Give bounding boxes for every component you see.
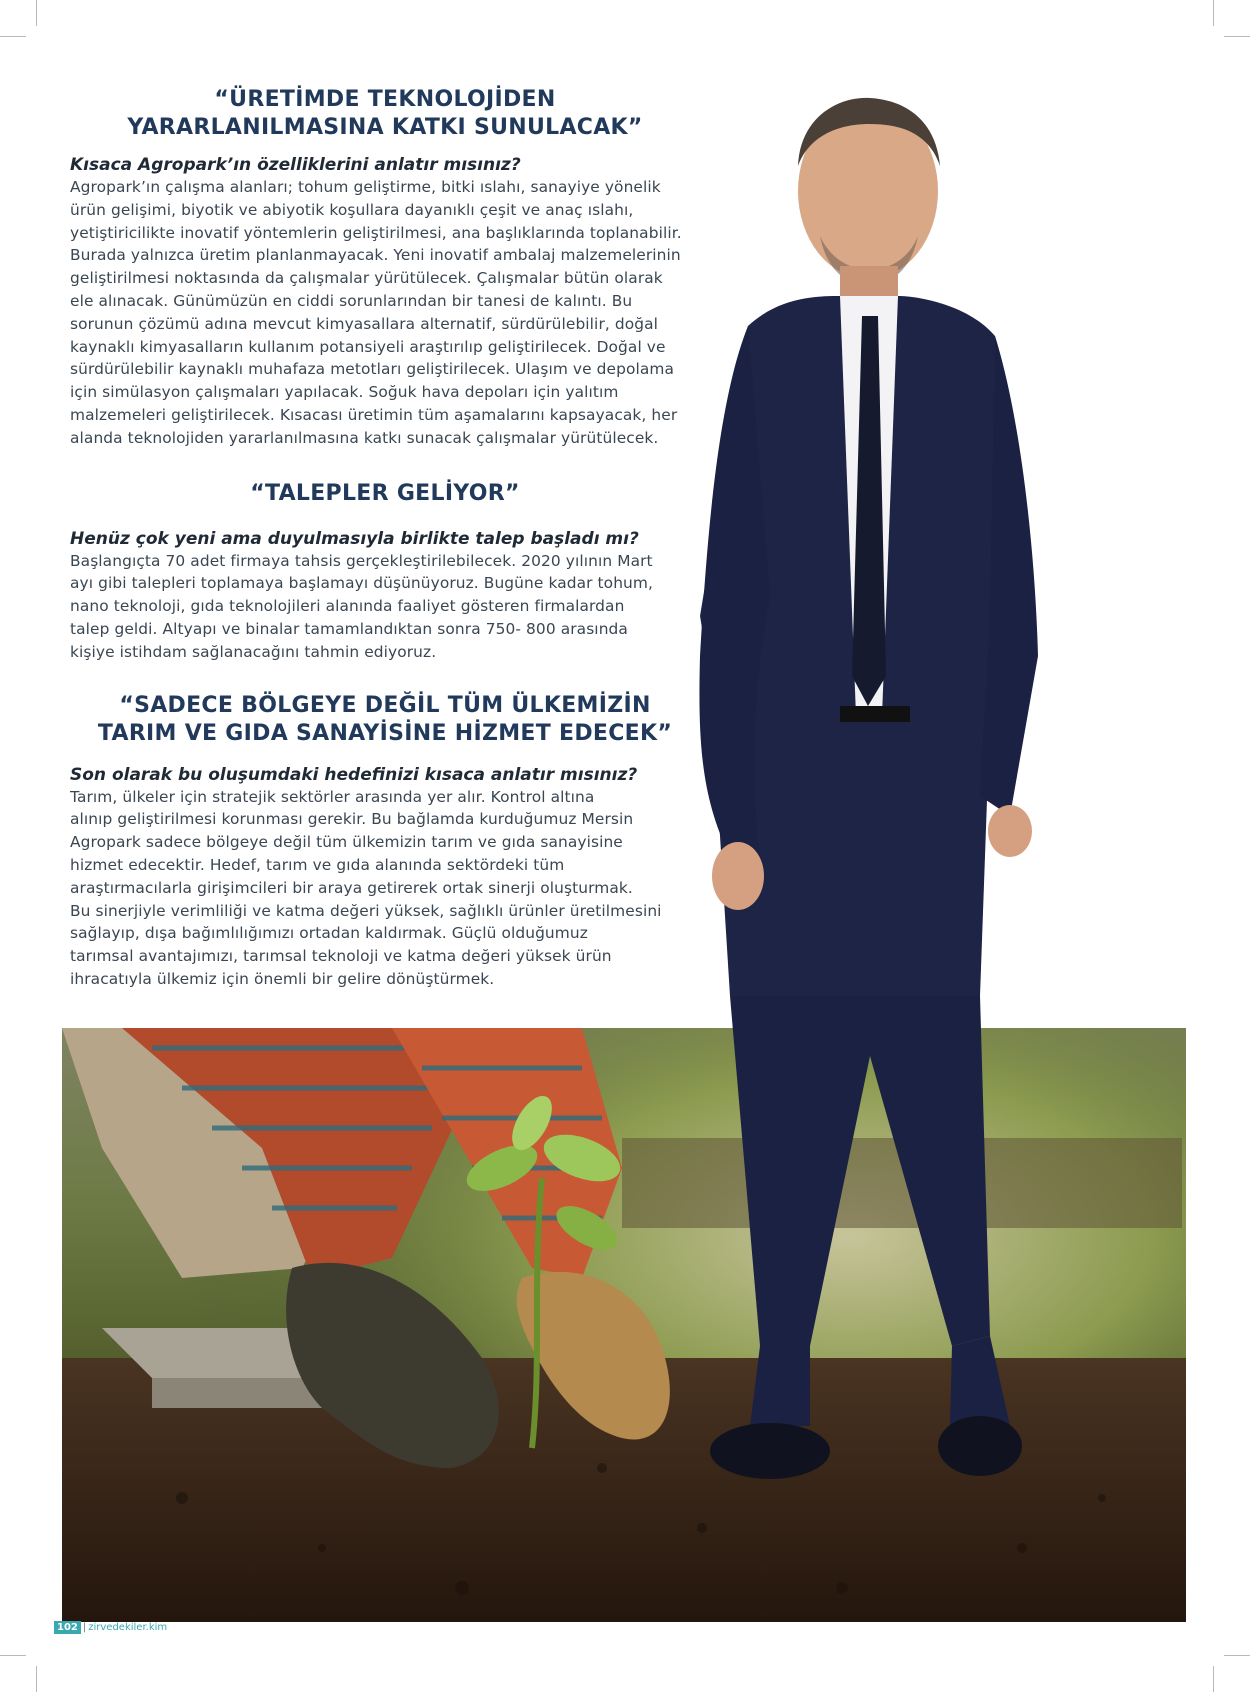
text-line: talep geldi. Altyapı ve binalar tamamlandıktan sonra 750- 800 arasında <box>70 619 628 638</box>
text-line: alanda teknolojiden yararlanılmasına katkı sunacak çalışmalar yürütülecek. <box>70 428 659 447</box>
heading-line: TARIM VE GIDA SANAYİSİNE HİZMET EDECEK” <box>97 720 673 746</box>
heading-line: “ÜRETİMDE TEKNOLOJİDEN <box>214 87 556 112</box>
answer-paragraph <box>70 786 700 991</box>
text-line: için simülasyon çalışmaları yapılacak. Soğuk hava depoları için yalıtım <box>70 383 619 402</box>
text-line: Bu sinerjiyle verimliliği ve katma değeri yüksek, sağlıklı ürünler üretilmesini <box>70 901 662 920</box>
interview-question: Henüz çok yeni ama duyulmasıyla birlikte talep başladı mı? <box>70 528 639 549</box>
text-line: geliştirilmesi noktasında da çalışmalar yürütülecek. Çalışmalar bütün olarak <box>70 269 663 288</box>
heading-line: “TALEPLER GELİYOR” <box>250 480 520 506</box>
answer-paragraph <box>70 176 700 450</box>
page-footer <box>54 1620 167 1634</box>
crop-mark <box>36 1666 37 1692</box>
text-line: Agropark sadece bölgeye değil tüm ülkemizin tarım ve gıda sanayisine <box>70 833 623 852</box>
answer-paragraph <box>70 550 700 664</box>
text-line: alınıp geliştirilmesi korunması gerekir. Bu bağlamda kurduğumuz Mersin <box>70 810 634 829</box>
footer-separator: | <box>82 1621 87 1633</box>
heading-line: “SADECE BÖLGEYE DEĞİL TÜM ÜLKEMİZİN <box>119 692 651 718</box>
text-line: sürdürülebilir kaynaklı muhafaza metotları geliştirilecek. Ulaşım ve depolama <box>70 360 675 379</box>
text-line: Tarım, ülkeler için stratejik sektörler arasında yer alır. Kontrol altına <box>70 787 595 806</box>
section-heading <box>70 692 700 748</box>
crop-mark <box>1224 36 1250 37</box>
text-line: tarımsal avantajımızı, tarımsal teknoloji ve katma değeri yüksek ürün <box>70 947 612 966</box>
text-line: araştırmacılarla girişimcileri bir araya getirerek ortak sinerji oluşturmak. <box>70 878 633 897</box>
text-line: kaynaklı kimyasalların kullanım potansiyeli araştırılıp geliştirilecek. Doğal ve <box>70 337 666 356</box>
interview-question: Son olarak bu oluşumdaki hedefinizi kısaca anlatır mısınız? <box>70 764 638 785</box>
heading-line: YARARLANILMASINA KATKI SUNULACAK” <box>127 115 643 140</box>
crop-mark <box>0 1655 26 1656</box>
crop-mark <box>1213 1666 1214 1692</box>
page-number: 102 <box>54 1621 81 1634</box>
article-text <box>70 86 700 991</box>
text-line: kişiye istihdam sağlanacağını tahmin ediyoruz. <box>70 642 437 661</box>
man-in-suit-photo <box>690 96 1050 1616</box>
text-line: Başlangıçta 70 adet firmaya tahsis gerçekleştirilebilecek. 2020 yılının Mart <box>70 551 653 570</box>
text-line: nano teknoloji, gıda teknolojileri alanında faaliyet gösteren firmalardan <box>70 597 625 616</box>
interview-question: Kısaca Agropark’ın özelliklerini anlatır mısınız? <box>70 155 521 175</box>
text-line: ürün gelişimi, biyotik ve abiyotik koşullara dayanıklı çeşit ve anaç ıslahı, <box>70 200 634 219</box>
text-line: ele alınacak. Günümüzün en ciddi sorunlarından bir tanesi de kalıntı. Bu <box>70 291 633 310</box>
section-heading <box>70 480 700 508</box>
text-line: ihracatıyla ülkemiz için önemli bir gelire dönüştürmek. <box>70 969 495 988</box>
crop-mark <box>1224 1655 1250 1656</box>
crop-mark <box>36 0 37 26</box>
text-line: sağlayıp, dışa bağımlılığımızı ortadan kaldırmak. Güçlü olduğumuz <box>70 924 588 943</box>
section-heading <box>70 86 700 142</box>
text-line: ayı gibi talepleri toplamaya başlamayı düşünüyoruz. Bugüne kadar tohum, <box>70 574 653 593</box>
text-line: yetiştiricilikte inovatif yöntemlerin geliştirilmesi, ana başlıklarında toplanabilir. <box>70 223 682 242</box>
crop-mark <box>1213 0 1214 26</box>
crop-mark <box>0 36 26 37</box>
man-in-suit-illustration <box>690 96 1050 1616</box>
text-line: sorunun çözümü adına mevcut kimyasallara alternatif, sürdürülebilir, doğal <box>70 314 659 333</box>
text-line: malzemeleri geliştirilecek. Kısacası üretimin tüm aşamalarını kapsayacak, her <box>70 405 678 424</box>
website-link[interactable]: zirvedekiler.kim <box>88 1621 168 1633</box>
text-line: hizmet edecektir. Hedef, tarım ve gıda alanında sektördeki tüm <box>70 855 565 874</box>
text-line: Agropark’ın çalışma alanları; tohum geliştirme, bitki ıslahı, sanayiye yönelik <box>70 178 661 196</box>
text-line: Burada yalnızca üretim planlanmayacak. Yeni inovatif ambalaj malzemelerinin <box>70 246 681 265</box>
